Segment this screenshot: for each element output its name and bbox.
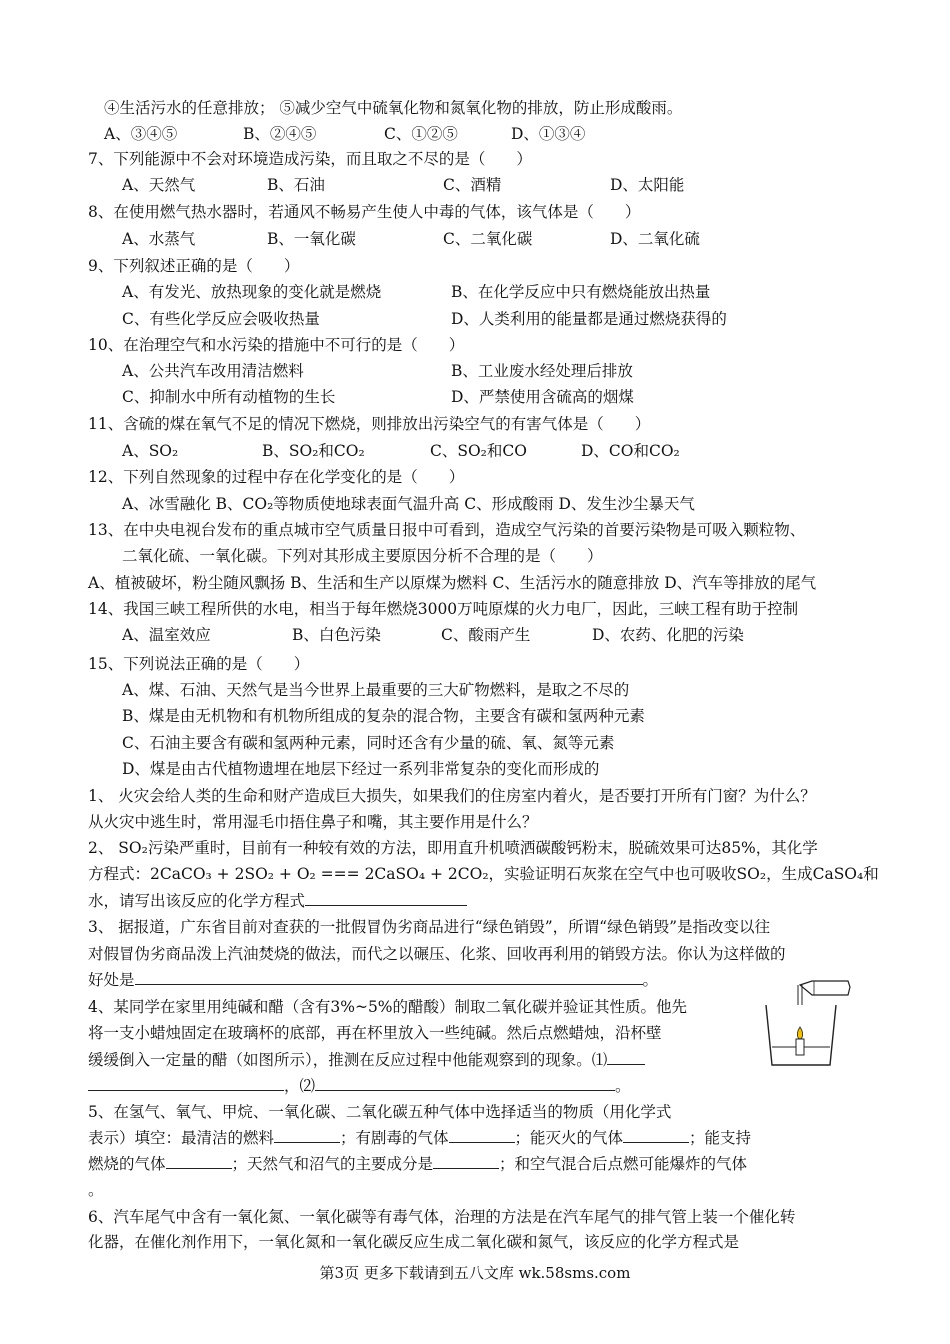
short-answer-6-cont: 化器，在催化剂作用下，一氧化氮和一氧化碳反应生成二氧化碳和氮气，该反应的化学方程式是 (88, 1233, 740, 1251)
answer-blank[interactable] (135, 970, 643, 985)
prompt-text: 燃烧的气体 (88, 1155, 166, 1173)
prompt-text: 好处是 (88, 971, 135, 989)
question-8: 8、在使用燃气热水器时，若通风不畅易产生使人中毒的气体，该气体是（ ） (88, 203, 641, 221)
short-answer-3-prompt (88, 970, 658, 990)
q7-option-c: C、酒精 (443, 176, 502, 194)
short-answer-2-prompt (88, 891, 467, 911)
q6-option-b: B、②④⑤ (243, 125, 317, 143)
short-answer-2-equation: 方程式：2CaCO₃ + 2SO₂ + O₂ === 2CaSO₄ + 2CO₂，实验证明石灰浆在空气中也可吸收SO₂，生成CaSO₄和 (88, 865, 879, 883)
answer-blank[interactable] (305, 891, 467, 906)
short-answer-3-cont: 对假冒伪劣商品泼上汽油焚烧的做法，而代之以碾压、化浆、回收再利用的销毁方法。你认为这样做的 (88, 945, 786, 963)
prompt-text: ；有剧毒的气体 (340, 1129, 449, 1147)
q11-option-d: D、CO和CO₂ (581, 442, 680, 460)
prompt-text: 水，请写出该反应的化学方程式 (88, 892, 306, 910)
answer-blank[interactable] (166, 1154, 232, 1169)
question-13: 13、在中央电视台发布的重点城市空气质量日报中可看到，造成空气污染的首要污染物是可吸入颗粒物、 (88, 521, 806, 539)
q7-option-d: D、太阳能 (610, 176, 685, 194)
question-14: 14、我国三峡工程所供的水电，相当于每年燃烧3000万吨原煤的火力电厂，因此，三峡工程有助于控制 (88, 600, 799, 618)
short-answer-5-end: 。 (88, 1181, 104, 1199)
period: 。 (615, 1077, 631, 1095)
q15-option-c: C、石油主要含有碳和氢两种元素，同时还含有少量的硫、氧、氮等元素 (122, 734, 615, 752)
q15-option-a: A、煤、石油、天然气是当今世界上最重要的三大矿物燃料，是取之不尽的 (122, 681, 630, 699)
q8-option-a: A、水蒸气 (122, 230, 196, 248)
question-12: 12、下列自然现象的过程中存在化学变化的是（ ） (88, 468, 465, 486)
question-10: 10、在治理空气和水污染的措施中不可行的是（ ） (88, 336, 465, 354)
q14-option-a: A、温室效应 (122, 626, 211, 644)
short-answer-4-prompt (88, 1050, 645, 1070)
label-2: ，⑵ (284, 1077, 316, 1095)
question-7: 7、下列能源中不会对环境造成污染，而且取之不尽的是（ ） (88, 150, 532, 168)
q10-option-b: B、工业废水经处理后排放 (451, 362, 633, 380)
q14-option-c: C、酸雨产生 (441, 626, 531, 644)
q9-option-d: D、人类利用的能量都是通过燃烧获得的 (451, 310, 727, 328)
q14-option-d: D、农药、化肥的污染 (592, 626, 744, 644)
q8-option-b: B、一氧化碳 (267, 230, 356, 248)
short-answer-6: 6、汽车尾气中含有一氧化氮、一氧化碳等有毒气体，治理的方法是在汽车尾气的排气管上装一个催化转 (88, 1208, 796, 1226)
q10-option-d: D、严禁使用含硫高的烟煤 (451, 388, 634, 406)
q7-option-a: A、天然气 (122, 176, 196, 194)
answer-blank-1[interactable] (607, 1050, 645, 1065)
q13-options: A、植被破坏，粉尘随风飘扬 B、生活和生产以原煤为燃料 C、生活污水的随意排放 D、汽车等排放的尾气 (88, 574, 817, 592)
answer-blank[interactable] (433, 1154, 499, 1169)
q9-option-b: B、在化学反应中只有燃烧能放出热量 (451, 283, 711, 301)
q10-option-a: A、公共汽车改用清洁燃料 (122, 362, 304, 380)
short-answer-1-cont: 从火灾中逃生时，常用湿毛巾捂住鼻子和嘴，其主要作用是什么？ (88, 813, 538, 831)
q6-option-a: A、③④⑤ (104, 125, 178, 143)
short-answer-4-cont: 将一支小蜡烛固定在玻璃杯的底部，再在杯里放入一些纯碱。然后点燃蜡烛，沿杯壁 (88, 1024, 662, 1042)
prompt-text: ；天然气和沼气的主要成分是 (231, 1155, 434, 1173)
short-answer-5-row2 (88, 1154, 747, 1174)
q8-option-d: D、二氧化硫 (610, 230, 700, 248)
short-answer-5: 5、在氢气、氧气、甲烷、一氧化碳、二氧化碳五种气体中选择适当的物质（用化学式 (88, 1103, 672, 1121)
q8-option-c: C、二氧化碳 (443, 230, 533, 248)
q9-option-c: C、有些化学反应会吸收热量 (122, 310, 320, 328)
answer-blank[interactable] (274, 1128, 340, 1143)
q7-option-b: B、石油 (267, 176, 325, 194)
q11-option-b: B、SO₂和CO₂ (262, 442, 365, 460)
answer-blank[interactable] (449, 1128, 515, 1143)
q14-option-b: B、白色污染 (292, 626, 381, 644)
q6-option-d: D、①③④ (511, 125, 586, 143)
q9-option-a: A、有发光、放热现象的变化就是燃烧 (122, 283, 382, 301)
beaker-vinegar-diagram (752, 975, 852, 1075)
question-9: 9、下列叙述正确的是（ ） (88, 257, 300, 275)
prompt-text: 表示）填空：最清洁的燃料 (88, 1129, 275, 1147)
q15-option-d: D、煤是由古代植物遗埋在地层下经过一系列非常复杂的变化而形成的 (122, 760, 600, 778)
question-13-cont: 二氧化硫、一氧化碳。下列对其形成主要原因分析不合理的是（ ） (122, 547, 603, 565)
short-answer-5-row1 (88, 1128, 751, 1148)
answer-blank[interactable] (623, 1128, 689, 1143)
short-answer-3: 3、 据报道，广东省目前对查获的一批假冒伪劣商品进行“绿色销毁”，所谓“绿色销毁”是指改变以往 (88, 918, 770, 936)
prompt-text: ；和空气混合后点燃可能爆炸的气体 (499, 1155, 748, 1173)
prompt-text: 缓缓倒入一定量的醋（如图所示），推测在反应过程中他能观察到的现象。⑴ (88, 1051, 608, 1069)
short-answer-2: 2、 SO₂污染严重时，目前有一种较有效的方法，即用直升机喷洒碳酸钙粉末，脱硫效果可达85%，其化学 (88, 839, 818, 857)
short-answer-4: 4、某同学在家里用纯碱和醋（含有3%~5%的醋酸）制取二氧化碳并验证其性质。他先 (88, 998, 688, 1016)
q12-options: A、冰雪融化 B、CO₂等物质使地球表面气温升高 C、形成酸雨 D、发生沙尘暴天气 (122, 495, 695, 513)
prompt-text: ；能支持 (689, 1129, 752, 1147)
short-answer-4-blanks (88, 1076, 631, 1096)
q6-option-c: C、①②⑤ (384, 125, 458, 143)
answer-blank-1-cont[interactable] (88, 1076, 284, 1091)
page-footer: 第3页 更多下载请到五八文库 wk.58sms.com (319, 1264, 631, 1282)
short-answer-1: 1、 火灾会给人类的生命和财产造成巨大损失，如果我们的住房室内着火，是否要打开所有门窗？为什么？ (88, 787, 816, 805)
q11-option-c: C、SO₂和CO (430, 442, 527, 460)
question-11: 11、含硫的煤在氧气不足的情况下燃烧，则排放出污染空气的有害气体是（ ） (88, 415, 651, 433)
question-15: 15、下列说法正确的是（ ） (88, 655, 310, 673)
prompt-text: ；能灭火的气体 (514, 1129, 624, 1147)
line-q5-options: ④生活污水的任意排放； ⑤减少空气中硫氧化物和氮氧化物的排放，防止形成酸雨。 (104, 99, 683, 117)
q11-option-a: A、SO₂ (122, 442, 179, 460)
q15-option-b: B、煤是由无机物和有机物所组成的复杂的混合物，主要含有碳和氢两种元素 (122, 707, 645, 725)
answer-blank-2[interactable] (315, 1076, 615, 1091)
period: 。 (642, 971, 659, 989)
q10-option-c: C、抑制水中所有动植物的生长 (122, 388, 336, 406)
